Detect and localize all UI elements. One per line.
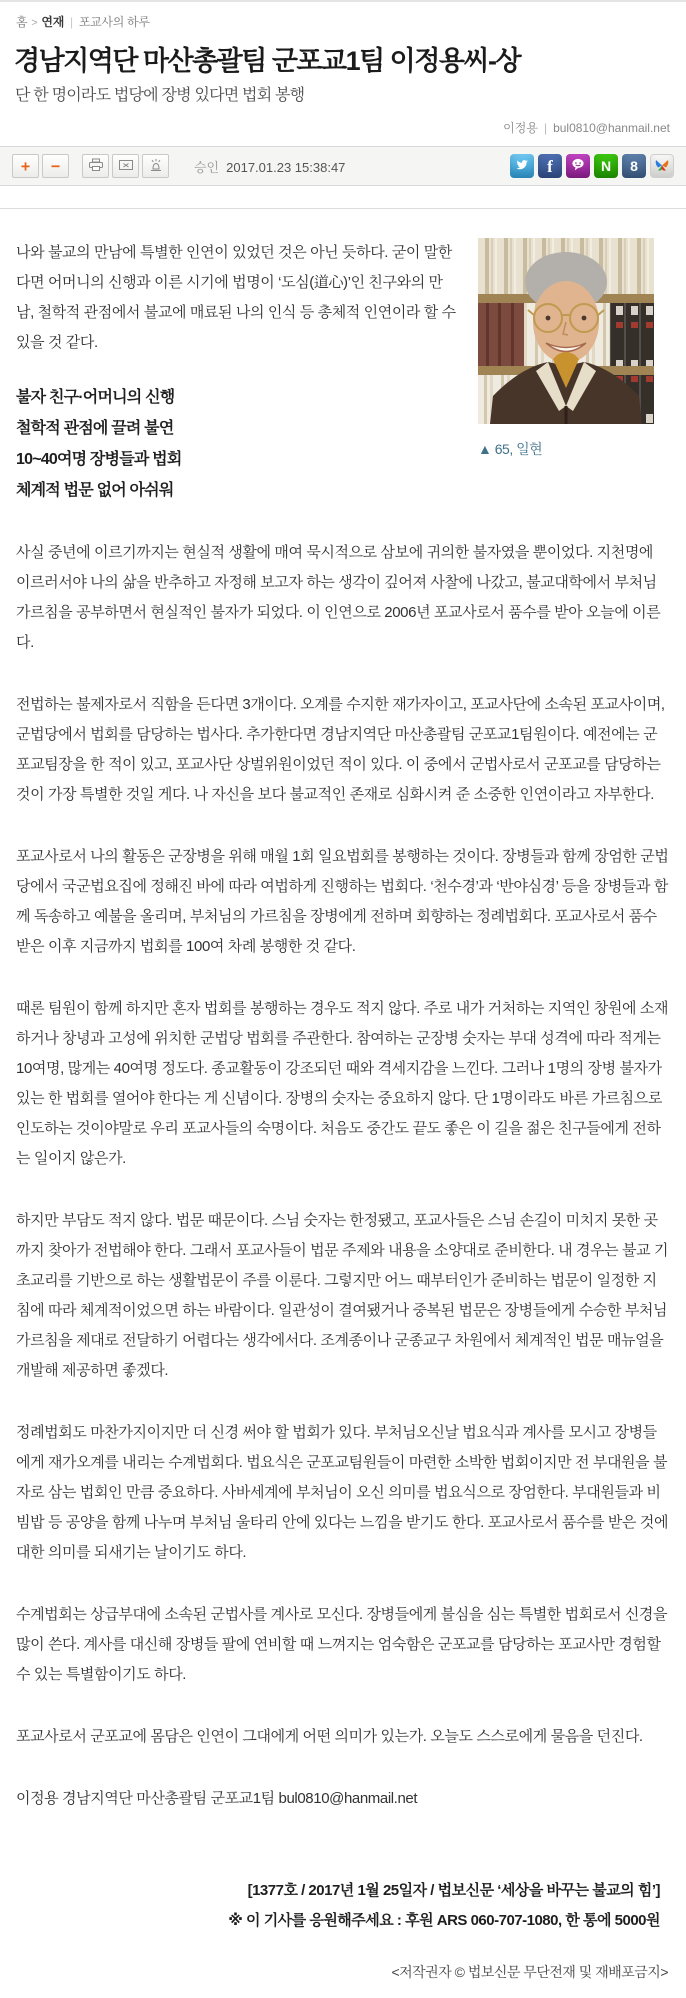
msn-butterfly-icon	[654, 158, 670, 175]
googleplus-share-button[interactable]	[622, 154, 646, 178]
article-lead-paragraph: 나와 불교의 만남에 특별한 인연이 있었던 것은 아닌 듯하다. 굳이 말한다면 어머니의 신행과 이른 시기에 법명이 ‘도심(道心)’인 친구와의 만남, 철학적 관점에서 불교에 매료된 나의 인식 등 총체적 인연이라 할 수 있을 것 같다.	[16, 244, 456, 351]
article-paragraph: 수계법회는 상급부대에 소속된 군법사를 계사로 모신다. 장병들에게 불심을 심는 특별한 법회로서 신경을 많이 쓴다. 계사를 대신해 장병들 팔에 연비할 때 느껴지는 엄숙함은 군포교를 담당하는 포교사만 경험할 수 있는 특별함이기도 하다.	[16, 1606, 668, 1683]
author-name: 이정용	[503, 121, 538, 135]
font-smaller-button[interactable]: −	[42, 154, 69, 178]
report-error-button[interactable]	[142, 154, 169, 178]
highlight-line: 불자 친구·어머니의 신행	[16, 389, 175, 406]
highlight-line: 10~40여명 장병들과 법회	[16, 451, 182, 468]
facebook-f-icon: f	[547, 156, 553, 176]
approved-datetime	[194, 157, 345, 176]
naver-share-button[interactable]	[594, 154, 618, 178]
article-paragraph: 정례법회도 마찬가지이지만 더 신경 써야 할 법회가 있다. 부처님오신날 법요식과 계사를 모시고 장병들에게 재가오계를 내리는 수계법회다. 법요식은 군포교팀원들이 마련한 소박한 법회이지만 전 부대원을 불자로 삼는 법회인 만큼 중요하다. 사바세계에 부처님이 오신 의미를 법요식으로 장엄한다. 부대원들과 비빔밥 등 공양을 함께 나누며 부처님 울타리 안에 있다는 느낌을 받기도 한다. 포교사로서 품수를 받은 것에 대한 의미를 되새기는 날이기도 하다.	[16, 1424, 669, 1561]
naver-n-icon: N	[600, 158, 612, 174]
print-button[interactable]	[82, 154, 109, 178]
approved-datetime-value: 2017.01.23 15:38:47	[226, 159, 346, 175]
support-ars-line: ※ 이 기사를 응원해주세요 : 후원 ARS 060-707-1080, 한 통에 5000원	[228, 1912, 660, 1929]
approved-label: 승인	[194, 159, 220, 175]
breadcrumb-home-link[interactable]: 홈	[16, 15, 28, 29]
author-separator: |	[543, 121, 548, 135]
kakaostory-bubble-icon	[571, 158, 585, 174]
facebook-share-button[interactable]	[538, 154, 562, 178]
googleplus-icon: 8	[630, 158, 638, 174]
author-signature: 이정용 경남지역단 마산총괄팀 군포교1팀 bul0810@hanmail.net	[16, 1790, 418, 1807]
article-paragraph: 포교사로서 나의 활동은 군장병을 위해 매월 1회 일요법회를 봉행하는 것이다. 장병들과 함께 장엄한 군법당에서 국군법요집에 정해진 바에 따라 여법하게 진행하는 법회다. ‘천수경’과 ‘반야심경’ 등을 장병들과 함께 독송하고 예불을 올리며, 부처님의 가르침을 장병에게 전하며 회향하는 정례법회다. 포교사로서 품수 받은 이후 지금까지 법회를 100여 차례 봉행한 것 같다.	[16, 848, 669, 955]
twitter-share-button[interactable]	[510, 154, 534, 178]
article-tool-buttons	[82, 154, 172, 178]
mail-icon	[118, 158, 134, 175]
social-share-bar	[510, 154, 674, 178]
article-paragraph: 사실 중년에 이르기까지는 현실적 생활에 매여 묵시적으로 삼보에 귀의한 불자였을 뿐이었다. 지천명에 이르러서야 나의 삶을 반추하고 자정해 보고자 하는 생각이 깊어져 사찰에 나갔고, 불교대학에서 부처님 가르침을 공부하면서 현실적인 불자가 되었다. 이 인연으로 2006년 포교사로서 품수를 받아 오늘에 이른다.	[16, 544, 661, 651]
siren-icon	[148, 158, 164, 175]
article-page	[0, 2, 686, 1998]
breadcrumb-section-link[interactable]: 연재	[41, 15, 65, 29]
issue-info-line: [1377호 / 2017년 1월 25일자 / 법보신문 ‘세상을 바꾸는 불교의 힘’]	[247, 1882, 660, 1899]
breadcrumb-category-link[interactable]: 포교사의 하루	[78, 15, 150, 29]
author-email-link[interactable]: bul0810@hanmail.net	[553, 121, 670, 135]
portrait-photo-illustration	[478, 238, 654, 424]
breadcrumb-arrow: >	[31, 17, 38, 29]
breadcrumb	[0, 2, 686, 30]
toolbar	[0, 146, 686, 186]
article-paragraph: 하지만 부담도 적지 않다. 법문 때문이다. 스님 숫자는 한정됐고, 포교사들은 스님 손길이 미치지 못한 곳까지 찾아가 전법해야 한다. 그래서 포교사들이 법문 주제와 내용을 소양대로 준비한다. 내 경우는 불교 기초교리를 기반으로 하는 생활법문이 주를 이룬다. 그렇지만 어느 때부터인가 준비하는 법문이 일정한 지침에 따라 체계적이었으면 하는 바람이다. 일관성이 결여됐거나 중복된 법문은 장병들에게 수승한 부처님 가르침을 제대로 전달하기 어렵다는 생각에서다. 조계종이나 군종교구 차원에서 체계적인 법문 매뉴얼을 개발해 제공하면 좋겠다.	[16, 1212, 669, 1379]
printer-icon	[88, 158, 104, 175]
highlight-line: 철학적 관점에 끌려 불연	[16, 420, 174, 437]
highlight-line: 체계적 법문 없어 아쉬워	[16, 482, 174, 499]
page-title: 경남지역단 마산총괄팀 군포교1팀 이정용씨-상	[14, 46, 521, 76]
article-photo[interactable]	[478, 238, 654, 464]
author-line	[16, 119, 670, 146]
breadcrumb-pipe: |	[70, 15, 73, 29]
mail-article-button[interactable]	[112, 154, 139, 178]
article-subtitle: 단 한 명이라도 법당에 장병 있다면 법회 봉행	[15, 87, 305, 104]
font-size-buttons	[12, 154, 72, 178]
photo-caption: ▲ 65, 일현	[478, 441, 543, 457]
kakaostory-share-button[interactable]	[566, 154, 590, 178]
font-larger-button[interactable]: +	[12, 154, 39, 178]
twitter-bird-icon	[515, 158, 529, 174]
article-paragraph: 전법하는 불제자로서 직함을 든다면 3개이다. 오계를 수지한 재가자이고, 포교사단에 소속된 포교사이며, 군법당에서 법회를 담당하는 법사다. 추가한다면 경남지역단 마산총괄팀 군포교1팀원이다. 예전에는 군포교팀장을 한 적이 있고, 포교사단 상벌위원이었던 적이 있다. 이 중에서 군법사로서 군포교를 담당하는 것이 가장 특별한 것일 게다. 나 자신을 보다 불교적인 존재로 심화시켜 준 소중한 인연이라고 자부한다.	[16, 696, 665, 803]
article-footer	[0, 1876, 686, 1936]
article-paragraph: 포교사로서 군포교에 몸담은 인연이 그대에게 어떤 의미가 있는가. 오늘도 스스로에게 물음을 던진다.	[16, 1728, 643, 1745]
copyright-notice: <저작권자 © 법보신문 무단전재 및 재배포금지>	[391, 1964, 668, 1980]
article-body	[0, 209, 686, 1814]
msn-share-button[interactable]	[650, 154, 674, 178]
article-paragraph: 때론 팀원이 함께 하지만 혼자 법회를 봉행하는 경우도 적지 않다. 주로 내가 거처하는 지역인 창원에 소재하거나 창녕과 고성에 위치한 군법당 법회를 주관한다. 참여하는 군장병 숫자는 부대 성격에 따라 적게는 10여명, 많게는 40여명 정도다. 종교활동이 강조되던 때와 격세지감을 느낀다. 그러나 1명의 장병 불자가 있는 한 법회를 열어야 한다는 게 신념이다. 장병의 숫자는 중요하지 않다. 단 1명이라도 바른 가르침으로 인도하는 것이야말로 우리 포교사들의 숙명이다. 처음도 중간도 끝도 좋은 이 길을 젊은 친구들에게 전하는 일이지 않은가.	[16, 1000, 669, 1167]
